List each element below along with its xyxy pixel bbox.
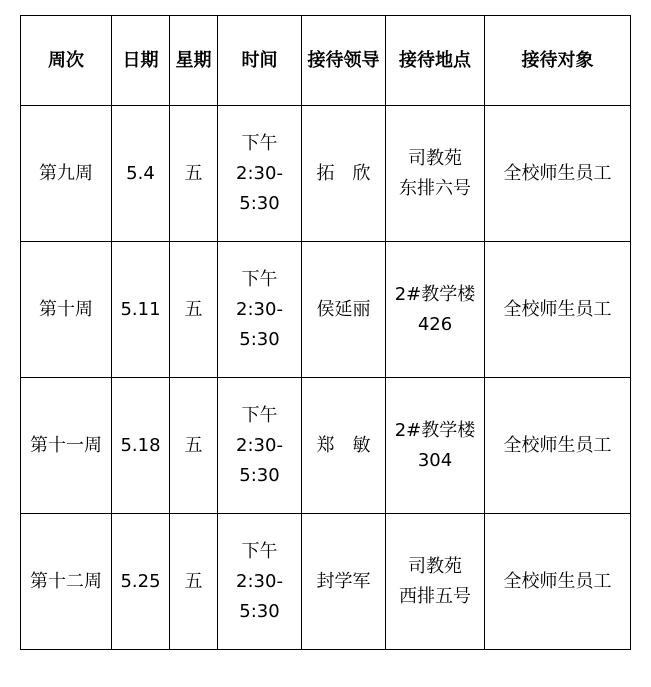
date-cell: 5.11: [112, 242, 170, 378]
time-start: 2:30-: [236, 162, 283, 184]
weekday-cell: 五: [170, 514, 218, 650]
location-line-2: 西排五号: [399, 585, 471, 607]
audience-cell: 全校师生员工: [485, 514, 631, 650]
header-row: [21, 16, 631, 106]
time-period: 下午: [241, 540, 278, 562]
week-cell: 第十二周: [21, 514, 112, 650]
leader-cell: 郑 敏: [302, 378, 386, 514]
header-audience: 接待对象: [485, 16, 631, 106]
time-cell: [218, 378, 302, 514]
location-line-2: 426: [417, 313, 453, 335]
table-row: [21, 242, 631, 378]
location-cell: [386, 242, 485, 378]
header-week: 周次: [21, 16, 112, 106]
week-cell: 第九周: [21, 106, 112, 242]
reception-schedule-table: [20, 15, 631, 650]
header-leader: 接待领导: [302, 16, 386, 106]
table-row: [21, 378, 631, 514]
time-end: 5:30: [239, 328, 280, 350]
time-cell: [218, 514, 302, 650]
location-line-2: 东排六号: [399, 177, 471, 199]
location-cell: [386, 514, 485, 650]
header-location: 接待地点: [386, 16, 485, 106]
time-period: 下午: [241, 268, 278, 290]
table-row: [21, 106, 631, 242]
weekday-cell: 五: [170, 242, 218, 378]
location-line-1: 司教苑: [408, 555, 462, 577]
time-cell: [218, 106, 302, 242]
leader-cell: 拓 欣: [302, 106, 386, 242]
leader-cell: 侯延丽: [302, 242, 386, 378]
header-weekday: 星期: [170, 16, 218, 106]
time-end: 5:30: [239, 192, 280, 214]
table-row: [21, 514, 631, 650]
time-end: 5:30: [239, 600, 280, 622]
time-period: 下午: [241, 132, 278, 154]
location-cell: [386, 378, 485, 514]
location-line-1: 2#教学楼: [394, 419, 476, 441]
header-date: 日期: [112, 16, 170, 106]
weekday-cell: 五: [170, 106, 218, 242]
weekday-cell: 五: [170, 378, 218, 514]
week-cell: 第十周: [21, 242, 112, 378]
time-cell: [218, 242, 302, 378]
audience-cell: 全校师生员工: [485, 378, 631, 514]
audience-cell: 全校师生员工: [485, 242, 631, 378]
header-time: 时间: [218, 16, 302, 106]
location-cell: [386, 106, 485, 242]
location-line-1: 2#教学楼: [394, 283, 476, 305]
location-line-1: 司教苑: [408, 147, 462, 169]
location-line-2: 304: [417, 449, 453, 471]
audience-cell: 全校师生员工: [485, 106, 631, 242]
date-cell: 5.25: [112, 514, 170, 650]
leader-cell: 封学军: [302, 514, 386, 650]
time-start: 2:30-: [236, 298, 283, 320]
time-period: 下午: [241, 404, 278, 426]
time-start: 2:30-: [236, 434, 283, 456]
date-cell: 5.18: [112, 378, 170, 514]
date-cell: 5.4: [112, 106, 170, 242]
time-start: 2:30-: [236, 570, 283, 592]
week-cell: 第十一周: [21, 378, 112, 514]
time-end: 5:30: [239, 464, 280, 486]
